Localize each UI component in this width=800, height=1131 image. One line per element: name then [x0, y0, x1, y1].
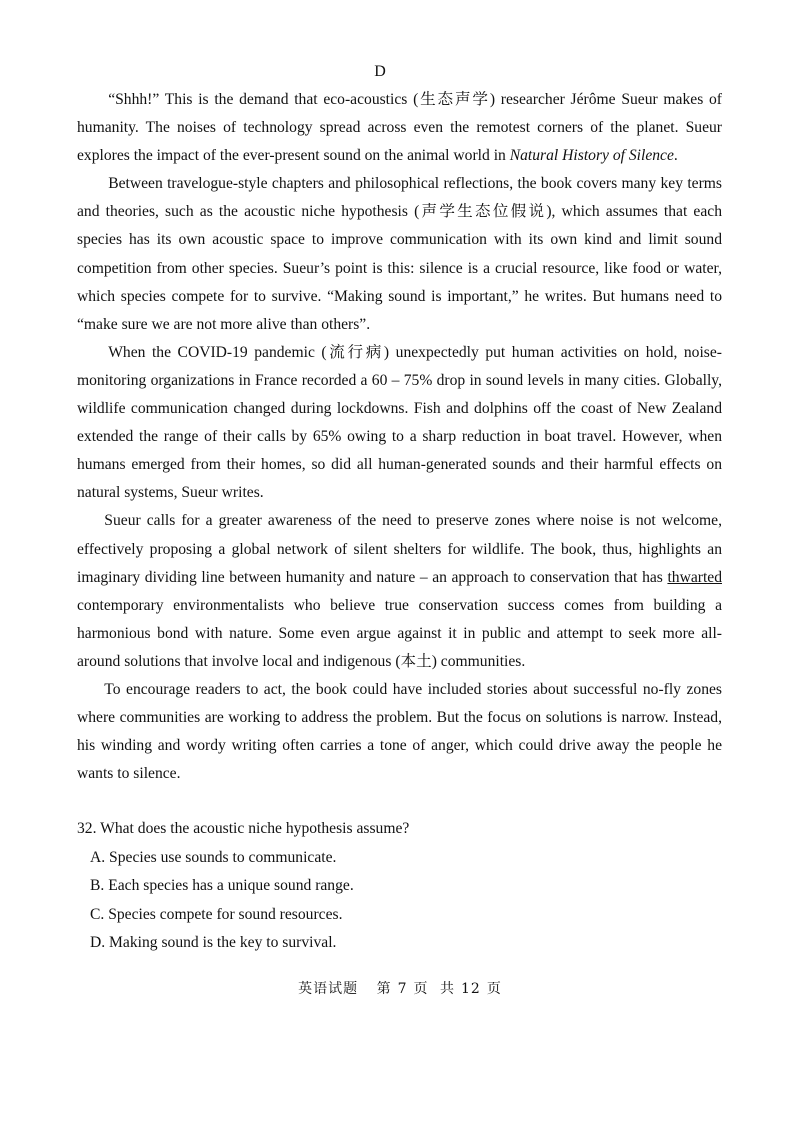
option-c: C. Species compete for sound resources. — [90, 905, 343, 923]
option-a: A. Species use sounds to communicate. — [90, 848, 337, 866]
footer-page-prefix: 第 — [376, 981, 392, 997]
paragraph-3: When the COVID-19 pandemic (流行病) unexpectedly put human activities on hold, noise-monitoring organizations in France recorded a 60 – 75% drop in sound levels in many cities. Globally, wildlife communication changed during lockdowns. Fish and dolphins off the coast of New Zealand extended the range of their calls by 65% owing to a sharp reduction in boat travel. However, when humans emerged from their homes, so did all human-generated sounds and their harmful effects on natural systems, Sueur writes. — [77, 343, 722, 502]
paragraph-1-text-a: “Shhh!” This is the demand that eco-acoustics (生态声学) researcher Jérôme Sueur makes of humanity. The noises of technology spread across even the remotest corners of the planet. Sueur explores the impact of the ever-present sound on the animal world in — [77, 91, 722, 165]
paragraph-4 — [77, 507, 722, 676]
book-title: Natural History of Silence — [509, 147, 674, 165]
question-stem: 32. What does the acoustic niche hypothesis assume? — [77, 820, 410, 837]
paragraph-1 — [77, 86, 722, 170]
paragraph-4-text-b: contemporary environmentalists who believe true conservation success comes from building a harmonious bond with nature. Some even argue against it in public and attempt to seek more all-around solutions that involve local and indigenous (本土) communities. — [77, 596, 722, 670]
paragraph-2: Between travelogue-style chapters and philosophical reflections, the book covers many key terms and theories, such as the acoustic niche hypothesis (声学生态位假说), which assumes that each species has its own acoustic space to improve communication with its own kind and limit sound competition from other species. Sueur’s point is this: silence is a crucial resource, like food or water, which species compete for to survive. “Making sound is important,” he writes. But humans need to “make sure we are not more alive than others”. — [77, 175, 722, 333]
paragraph-4-text-a: Sueur calls for a greater awareness of the need to preserve zones where noise is not welcome, effectively proposing a global network of silent shelters for wildlife. The book, thus, highlights an imaginary dividing line between humanity and nature – an approach to conservation that has — [77, 512, 722, 586]
footer-total-unit: 页 — [486, 981, 502, 997]
underlined-word: thwarted — [667, 568, 722, 586]
footer-page-number: 7 — [397, 981, 408, 997]
reading-passage — [77, 86, 722, 788]
footer-total-pages: 12 — [461, 981, 481, 997]
option-d: D. Making sound is the key to survival. — [90, 934, 337, 951]
footer-page-unit: 页 — [413, 981, 429, 997]
section-heading: D — [374, 63, 386, 80]
paragraph-1-text-b: . — [673, 147, 678, 165]
option-b: B. Each species has a unique sound range. — [90, 877, 354, 894]
question-32 — [77, 815, 722, 958]
paragraph-5: To encourage readers to act, the book could have included stories about successful no-fly zones where communities are working to address the problem. But the focus on solutions is narrow. Instead, his winding and wordy writing often carries a tone of anger, which could drive away the people he wants to silence. — [77, 680, 722, 783]
footer-subject: 英语试题 — [298, 981, 359, 997]
footer-total-prefix: 共 — [440, 981, 455, 997]
page-footer — [0, 978, 800, 1000]
